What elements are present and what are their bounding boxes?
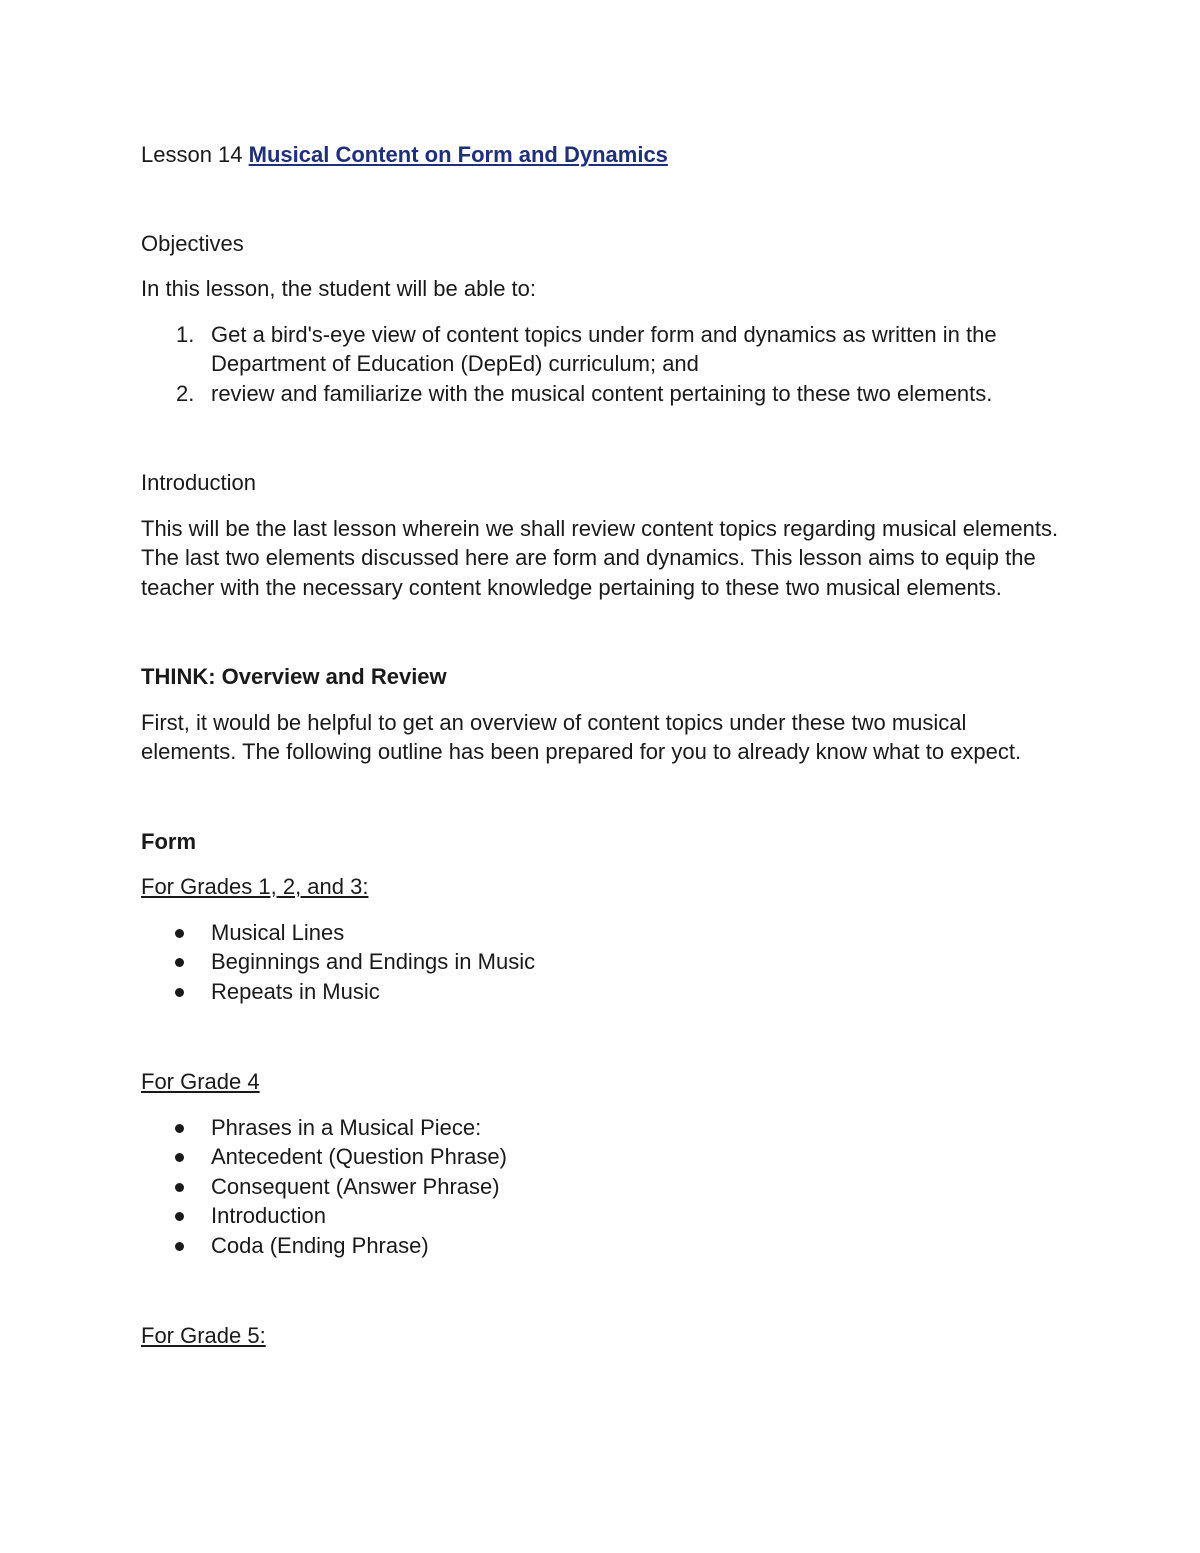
lesson-number: Lesson 14 [141,142,249,167]
list-number: 1. [176,321,195,347]
list-number: 2. [176,380,195,406]
objectives-heading: Objectives [141,230,244,256]
grades-1-3-label: For Grades 1, 2, and 3: [141,874,369,899]
list-item-text: Repeats in Music [211,978,380,1004]
bullet-icon [175,1183,184,1192]
list-item-text: review and familiarize with the musical content pertaining to these two elements. [211,380,993,406]
list-item [141,1231,1061,1261]
introduction-body: This will be the last lesson wherein we shall review content topics regarding musical elements. The last two elements discussed here are form and dynamics. This lesson aims to equip the teacher with the necessary content knowledge pertaining to these two musical elements. [141,515,1059,600]
bullet-icon [175,1212,184,1221]
bullet-icon [175,958,184,967]
bullet-icon [175,1124,184,1133]
list-item-text: Antecedent (Question Phrase) [211,1144,507,1169]
list-item [141,1172,1061,1202]
list-item-text: Phrases in a Musical Piece: [211,1114,482,1140]
list-item-text: Musical Lines [211,919,345,945]
list-item [141,918,1061,948]
bullet-icon [175,1242,184,1251]
bullet-icon [175,1153,184,1162]
list-item-text: Consequent (Answer Phrase) [211,1173,500,1199]
grade-5-label: For Grade 5: [141,1323,266,1348]
introduction-heading: Introduction [141,470,256,495]
grade-4-label: For Grade 4 [141,1069,260,1094]
document-page [141,140,1061,1351]
bullet-icon [175,988,184,997]
list-item-text: Introduction [211,1203,326,1228]
list-item [141,947,1061,977]
think-body: First, it would be helpful to get an overview of content topics under these two musical elements. The following outline has been prepared for you to already know what to expect. [141,709,1022,764]
grade-4-list [141,1113,1061,1261]
list-item-text: Coda (Ending Phrase) [211,1232,429,1258]
list-item [141,1113,1061,1143]
objectives-lead: In this lesson, the student will be able to: [141,276,537,301]
think-heading: THINK: Overview and Review [141,664,447,689]
list-item [141,1142,1061,1172]
form-heading: Form [141,828,196,854]
list-item [141,379,1061,409]
lesson-title [141,140,1061,170]
lesson-title-link[interactable]: Musical Content on Form and Dynamics [248,142,668,167]
list-item [141,1201,1061,1231]
grades-1-3-list [141,918,1061,1007]
list-item-text: Beginnings and Endings in Music [211,949,536,974]
bullet-icon [175,929,184,938]
list-item-text: Get a bird's-eye view of content topics under form and dynamics as written in the Department of Education (DepEd) curriculum; and [211,321,997,376]
list-item [141,320,1061,379]
list-item [141,977,1061,1007]
objectives-list [141,320,1061,409]
